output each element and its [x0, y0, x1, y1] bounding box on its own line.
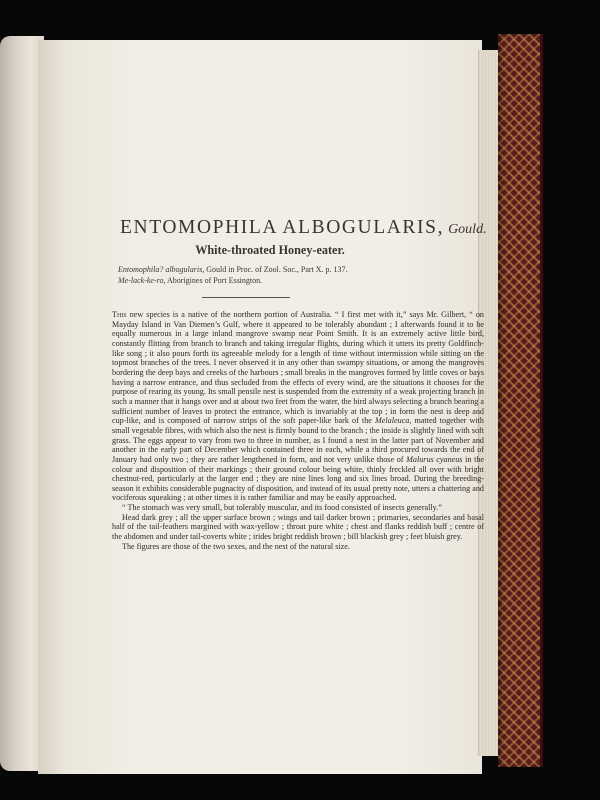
- synonym-line: [118, 265, 348, 274]
- synonym-line: [118, 276, 262, 285]
- text-run: , matted together with small vegetable fibres, with which also the nest is firmly bound to the branch ; the inside is slightly lined with soft grass. The eggs appear to vary from two to three in number, as I found a nest in the latter part of November and another in the early part of December which contained three in each, while a third procured towards the end of January had only two ; they are rather lengthened in form, and not very unlike those of: [112, 416, 484, 464]
- common-name: White-throated Honey-eater.: [195, 243, 345, 257]
- italic-species: Malurus cyaneus: [406, 454, 463, 464]
- synonym-citation: Gould in Proc. of Zool. Soc., Part X. p. 137.: [206, 265, 348, 274]
- synonym-citation: Aborigines of Port Essington.: [167, 276, 263, 285]
- body-paragraph: [112, 310, 484, 503]
- body-paragraph: The figures are those of the two sexes, and the nest of the natural size.: [122, 541, 350, 551]
- species-author: Gould.: [448, 222, 487, 237]
- species-name: ENTOMOPHILA ALBOGULARIS,: [120, 217, 445, 238]
- body-paragraph: “ The stomach was very small, but tolerably muscular, and its food consisted of insects generally.”: [122, 503, 442, 513]
- page-title: [120, 217, 487, 239]
- text-run: new species is a native of the northern portion of Australia. “ I first met with it,” says Mr. Gilbert, “ on Mayday Island in Van Diemen’s Gulf, where it appeared to be tolerably abundant ; I afterwards found it to be equally numerous in a large inland mangrove swamp near Point Smith. It is an extremely active little bird, constantly flitting from branch to branch and taking irregular flights, during which it utters its pretty Goldfinch-like song ; it also pours forth its agreeable melody for a length of time without intermission while sitting on the topmost branches of the trees. I never observed it in any other than swampy situations, or among the mangroves bordering the deep bays and creeks of the harbours ; small breaks in the mangroves formed by little coves or bays having a narrow entrance, and thus secluded from the effects of every wind, are the situations it chooses for the purpose of rearing its young. Its small pensile nest is suspended from the extremity of a weak projecting branch in such a manner that it hangs over and at about two feet from the water, the bird always selecting a branch bearing a sufficient number of leaves to protect the entrance, which is invariably at the top ; in form the nest is deep and cup-like, and is composed of narrow strips of the soft paper-like bark of the: [112, 310, 484, 426]
- lead-word: This: [112, 310, 127, 319]
- italic-genus: Melaleuca: [375, 416, 410, 426]
- body-paragraph: Head dark grey ; all the upper surface brown ; wings and tail darker brown ; primaries, secondaries and basal half of the tail-feathers margined with wax-yellow ; throat pure white ; chest and flanks reddish buff ; centre of the abdomen and under tail-coverts white ; irides bright reddish brown ; bill blackish grey ; feet bluish grey.: [112, 512, 484, 542]
- body-text: [112, 310, 484, 551]
- section-divider: [202, 297, 290, 298]
- synonym-name: Me-lack-ke-ro,: [118, 276, 166, 285]
- text-run: in the colour and disposition of their markings ; their ground colour being white, thinly freckled all over with bright chestnut-red, particularly at the larger end ; they are nine lines long and six lines broad. During the breeding-season it exhibits considerable pugnacity of disposition, and instead of its usual pretty note, utters a chattering and vociferous squeaking ; at other times it is rather familiar and may be easily approached.: [112, 454, 484, 503]
- synonym-name: Entomophila? albogularis,: [118, 265, 205, 274]
